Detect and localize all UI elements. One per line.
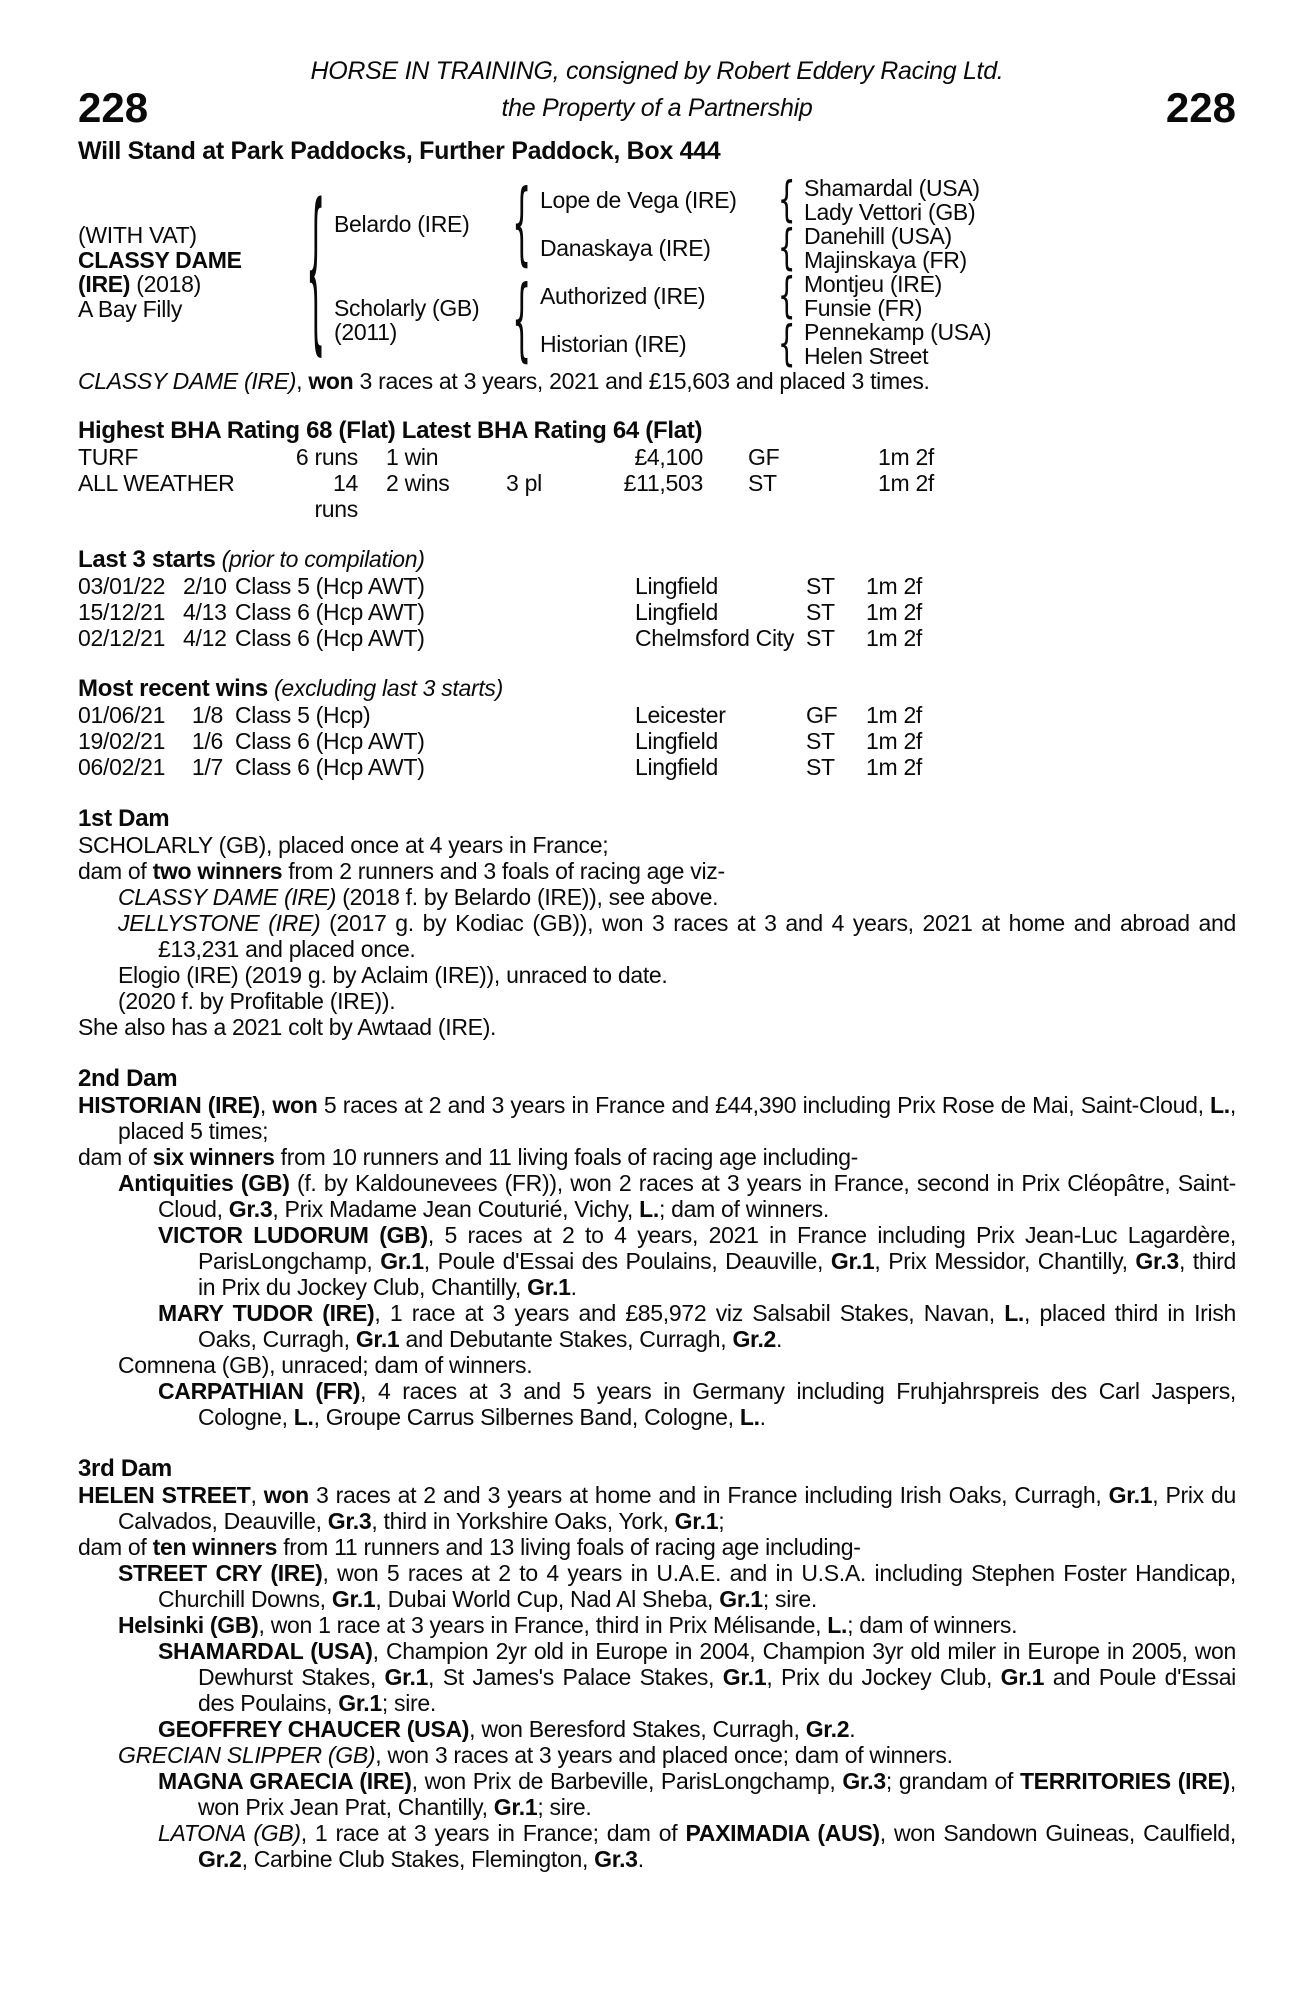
ratings-surface: ALL WEATHER (78, 470, 235, 496)
start-distance: 1m 2f (866, 599, 923, 625)
pedigree-paragraph: dam of two winners from 2 runners and 3 foals of racing age viz- (78, 858, 725, 884)
ratings-places: 3 pl (506, 470, 542, 496)
win-course: Lingfield (635, 754, 718, 780)
win-race: Class 5 (Hcp) (235, 702, 371, 728)
win-position: 1/6 (191, 728, 223, 754)
ratings-wins: 1 win (386, 444, 439, 470)
start-going: ST (806, 599, 835, 625)
pedigree-paragraph: GRECIAN SLIPPER (GB), won 3 races at 3 years and placed once; dam of winners. (118, 1742, 953, 1768)
start-date: 03/01/22 (78, 573, 166, 599)
bha-rating-heading: Highest BHA Rating 68 (Flat) Latest BHA Rating 64 (Flat) (78, 417, 703, 444)
pedigree-paragraph: MARY TUDOR (IRE), 1 race at 3 years and £85,972 viz Salsabil Stakes, Navan, L., placed third in Irish Oaks, Curragh, Gr.1 and Debutante Stakes, Curragh, Gr.2. (158, 1300, 1237, 1352)
win-race: Class 6 (Hcp AWT) (235, 754, 425, 780)
gen2-dam-dam: Historian (IRE) (540, 331, 687, 357)
start-race: Class 6 (Hcp AWT) (235, 625, 425, 651)
last-starts-heading (78, 546, 1236, 573)
start-position: 4/12 (183, 625, 227, 651)
gen2-sire-dam: Danaskaya (IRE) (540, 235, 711, 261)
win-position: 1/8 (191, 702, 223, 728)
last-starts-title: Last 3 starts (78, 546, 216, 573)
start-going: ST (806, 573, 835, 599)
start-distance: 1m 2f (866, 573, 923, 599)
recent-wins-title: Most recent wins (78, 675, 268, 702)
pedigree-paragraph: Comnena (GB), unraced; dam of winners. (118, 1352, 533, 1378)
start-course: Chelmsford City (635, 625, 795, 651)
pedigree-paragraph: SCHOLARLY (GB), placed once at 4 years in France; (78, 832, 609, 858)
recent-wins-table (78, 702, 1236, 780)
ratings-wins: 2 wins (386, 470, 450, 496)
last-starts-table (78, 573, 1236, 651)
win-course: Lingfield (635, 728, 718, 754)
gen3-ancestor: Helen Street (804, 343, 929, 369)
gen3-ancestor: Majinskaya (FR) (804, 247, 967, 273)
subject-horse-block (78, 223, 298, 321)
pedigree-paragraph: Elogio (IRE) (2019 g. by Aclaim (IRE)), unraced to date. (118, 962, 668, 988)
gen3-ancestor: Danehill (USA) (804, 223, 952, 249)
ratings-distance: 1m 2f (878, 444, 935, 470)
ratings-table (78, 444, 1236, 522)
start-position: 2/10 (183, 573, 227, 599)
pedigree-paragraph: GEOFFREY CHAUCER (USA), won Beresford Stakes, Curragh, Gr.2. (158, 1716, 856, 1742)
lot-number-right: 228 (1165, 84, 1236, 131)
ratings-runs: 6 runs (295, 444, 358, 470)
dam-year-line: (2011) (334, 319, 397, 345)
win-date: 01/06/21 (78, 702, 166, 728)
stand-location-line: Will Stand at Park Paddocks, Further Paddock, Box 444 (78, 137, 721, 165)
start-date: 02/12/21 (78, 625, 166, 651)
start-course: Lingfield (635, 573, 718, 599)
pedigree-paragraph: Antiquities (GB) (f. by Kaldounevees (FR)), won 2 races at 3 years in France, second in Prix Cléopâtre, Saint-Cloud, Gr.3, Prix Madame Jean Couturié, Vichy, L.; dam of winners. (118, 1170, 1236, 1222)
pedigree-paragraph: dam of ten winners from 11 runners and 13 living foals of racing age including- (78, 1534, 861, 1560)
pedigree-paragraph: HISTORIAN (IRE), won 5 races at 2 and 3 years in France and £44,390 including Prix Rose de Mai, Saint-Cloud, L., placed 5 times; (78, 1092, 1236, 1144)
first-dam-heading: 1st Dam (78, 805, 170, 832)
sire-name: Belardo (IRE) (334, 211, 470, 237)
gen3-ancestor: Shamardal (USA) (804, 175, 980, 201)
win-going: GF (806, 702, 838, 728)
start-position: 4/13 (183, 599, 227, 625)
subject-horse-name: CLASSY DAME (78, 246, 242, 273)
pedigree-paragraph: STREET CRY (IRE), won 5 races at 2 to 4 years in U.A.E. and in U.S.A. including Stephen Foster Handicap, Churchill Downs, Gr.1, Dubai World Cup, Nad Al Sheba, Gr.1; sire. (118, 1560, 1236, 1612)
pedigree-paragraph: HELEN STREET, won 3 races at 2 and 3 years at home and in France including Irish Oaks, Curragh, Gr.1, Prix du Calvados, Deauville, Gr.3, third in Yorkshire Oaks, York, Gr.1; (78, 1482, 1237, 1534)
start-course: Lingfield (635, 599, 718, 625)
ratings-earnings: £11,503 (623, 470, 703, 496)
pedigree-paragraph: Helsinki (GB), won 1 race at 3 years in France, third in Prix Mélisande, L.; dam of winners. (118, 1612, 1018, 1638)
consignor-line: HORSE IN TRAINING, consigned by Robert Eddery Racing Ltd. (310, 57, 1004, 85)
dam-name (334, 296, 504, 344)
ratings-runs: 14 runs (314, 470, 358, 522)
ratings-going: ST (748, 470, 777, 496)
recent-wins-heading (78, 675, 1236, 702)
start-race: Class 6 (Hcp AWT) (235, 599, 425, 625)
win-date: 06/02/21 (78, 754, 166, 780)
ratings-going: GF (748, 444, 780, 470)
pedigree-chart: (WITH VAT) CLASSY DAME (IRE) (2018) A Bay Filly { Belardo (IRE) Scholarly (GB) (2011) { { Lope de Vega (IRE) Danaskaya (IRE) Authorized (IRE) Historian (IRE) { { { { Shamardal (USA) Lady Vettori (GB) Danehill (USA) Majinskaya (FR) Montjeu (IRE) Funsie (FR) Pennekamp (USA) Helen Street (78, 176, 1236, 368)
pedigree-paragraph: MAGNA GRAECIA (IRE), won Prix de Barbeville, ParisLongchamp, Gr.3; grandam of TERRITORIES (IRE), won Prix Jean Prat, Chantilly, Gr.1; sire. (158, 1768, 1236, 1820)
win-going: ST (806, 754, 835, 780)
gen3-ancestor: Pennekamp (USA) (804, 319, 992, 345)
last-starts-subtitle: (prior to compilation) (215, 546, 425, 572)
third-dam-heading: 3rd Dam (78, 1455, 172, 1482)
ratings-earnings: £4,100 (634, 444, 703, 470)
property-line: the Property of a Partnership (501, 94, 813, 122)
gen3-ancestor: Lady Vettori (GB) (804, 199, 976, 225)
lot-row (78, 86, 1236, 130)
ratings-places (478, 444, 568, 470)
pedigree-paragraph: VICTOR LUDORUM (GB), 5 races at 2 to 4 years, 2021 in France including Prix Jean-Luc Lagardère, ParisLongchamp, Gr.1, Poule d'Essai des Poulains, Deauville, Gr.1, Prix Messidor, Chantilly, Gr.3, third in Prix du Jockey Club, Chantilly, Gr.1. (158, 1222, 1236, 1300)
pedigree-paragraph: (2020 f. by Profitable (IRE)). (118, 988, 396, 1014)
start-going: ST (806, 625, 835, 651)
win-course: Leicester (635, 702, 726, 728)
pedigree-paragraph: CLASSY DAME (IRE) (2018 f. by Belardo (IRE)), see above. (118, 884, 719, 910)
pedigree-paragraph: JELLYSTONE (IRE) (2017 g. by Kodiac (GB)), won 3 races at 3 and 4 years, 2021 at home and abroad and £13,231 and placed once. (118, 910, 1237, 962)
win-distance: 1m 2f (866, 702, 923, 728)
race-summary: CLASSY DAME (IRE), won 3 races at 3 years, 2021 and £15,603 and placed 3 times. (78, 368, 930, 394)
pedigree-paragraph: LATONA (GB), 1 race at 3 years in France; dam of PAXIMADIA (AUS), won Sandown Guineas, Caulfield, Gr.2, Carbine Club Stakes, Flemington, Gr.3. (158, 1820, 1236, 1872)
ratings-distance: 1m 2f (878, 470, 935, 496)
start-distance: 1m 2f (866, 625, 923, 651)
subject-horse-suffix-year: (IRE) (2018) (78, 271, 201, 297)
ratings-surface: TURF (78, 444, 139, 470)
gen2-dam-sire: Authorized (IRE) (540, 283, 706, 309)
lot-number-left: 228 (78, 84, 149, 131)
start-race: Class 5 (Hcp AWT) (235, 573, 425, 599)
gen3-ancestor: Funsie (FR) (804, 295, 923, 321)
win-distance: 1m 2f (866, 754, 923, 780)
win-distance: 1m 2f (866, 728, 923, 754)
subject-horse-description: A Bay Filly (78, 295, 183, 322)
pedigree-paragraph: CARPATHIAN (FR), 4 races at 3 and 5 years in Germany including Fruhjahrspreis des Carl Jaspers, Cologne, L., Groupe Carrus Silbernes Band, Cologne, L.. (158, 1378, 1236, 1430)
recent-wins-subtitle: (excluding last 3 starts) (267, 675, 503, 701)
vat-note: (WITH VAT) (78, 222, 197, 248)
win-race: Class 6 (Hcp AWT) (235, 728, 425, 754)
start-date: 15/12/21 (78, 599, 166, 625)
pedigree-paragraph: dam of six winners from 10 runners and 11 living foals of racing age including- (78, 1144, 859, 1170)
win-date: 19/02/21 (78, 728, 166, 754)
second-dam-heading: 2nd Dam (78, 1065, 178, 1092)
pedigree-paragraph: SHAMARDAL (USA), Champion 2yr old in Europe in 2004, Champion 3yr old miler in Europe in 2005, won Dewhurst Stakes, Gr.1, St James's Palace Stakes, Gr.1, Prix du Jockey Club, Gr.1 and Poule d'Essai des Poulains, Gr.1; sire. (158, 1638, 1237, 1716)
gen2-sire-sire: Lope de Vega (IRE) (540, 187, 737, 213)
pedigree-paragraph: She also has a 2021 colt by Awtaad (IRE). (78, 1014, 497, 1040)
win-position: 1/7 (191, 754, 223, 780)
win-going: ST (806, 728, 835, 754)
dam-name-line1: Scholarly (GB) (334, 295, 480, 321)
gen3-ancestor: Montjeu (IRE) (804, 271, 942, 297)
